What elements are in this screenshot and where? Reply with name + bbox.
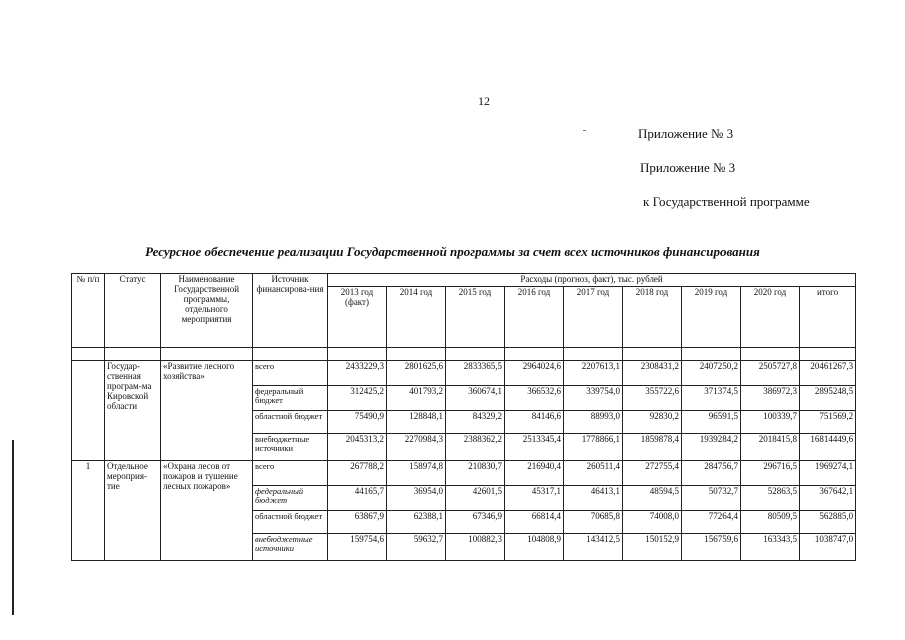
- value-cell: 2505727,8: [741, 361, 800, 386]
- value-cell: 163343,5: [741, 534, 800, 561]
- value-cell: 158974,8: [387, 461, 446, 486]
- value-cell: 143412,5: [564, 534, 623, 561]
- value-cell: 216940,4: [505, 461, 564, 486]
- row-source: областной бюджет: [253, 511, 328, 534]
- total-cell: 2895248,5: [800, 386, 856, 411]
- value-cell: 312425,2: [328, 386, 387, 411]
- value-cell: 36954,0: [387, 486, 446, 511]
- value-cell: 2045313,2: [328, 434, 387, 461]
- value-cell: 70685,8: [564, 511, 623, 534]
- value-cell: 92830,2: [623, 411, 682, 434]
- value-cell: 1859878,4: [623, 434, 682, 461]
- value-cell: 339754,0: [564, 386, 623, 411]
- value-cell: 159754,6: [328, 534, 387, 561]
- row-num: 1: [72, 461, 105, 561]
- value-cell: 67346,9: [446, 511, 505, 534]
- funding-table: [71, 273, 856, 561]
- header-total: итого: [800, 287, 856, 348]
- header-expenses: Расходы (прогноз, факт), тыс. рублей: [328, 274, 856, 287]
- value-cell: 50732,7: [682, 486, 741, 511]
- value-cell: 366532,6: [505, 386, 564, 411]
- appendix-line-3: к Государственной программе: [643, 194, 810, 209]
- table-row: [72, 461, 856, 486]
- value-cell: 52863,5: [741, 486, 800, 511]
- row-source: всего: [253, 361, 328, 386]
- value-cell: 128848,1: [387, 411, 446, 434]
- row-source: внебюджетные источники: [253, 534, 328, 561]
- value-cell: 45317,1: [505, 486, 564, 511]
- value-cell: 272755,4: [623, 461, 682, 486]
- spacer-row: [72, 348, 856, 361]
- appendix-line-1: Приложение № 3: [638, 126, 734, 141]
- value-cell: 104808,9: [505, 534, 564, 561]
- value-cell: 2207613,1: [564, 361, 623, 386]
- value-cell: 59632,7: [387, 534, 446, 561]
- header-name: Наименование Государственной программы, отдельного мероприятия: [161, 274, 253, 348]
- header-year: 2019 год: [682, 287, 741, 348]
- value-cell: 100882,3: [446, 534, 505, 561]
- value-cell: 2964024,6: [505, 361, 564, 386]
- total-cell: 367642,1: [800, 486, 856, 511]
- value-cell: 2388362,2: [446, 434, 505, 461]
- scan-artifact: [583, 130, 586, 131]
- appendix-line-2: Приложение № 3: [640, 160, 736, 175]
- value-cell: 96591,5: [682, 411, 741, 434]
- value-cell: 156759,6: [682, 534, 741, 561]
- value-cell: 48594,5: [623, 486, 682, 511]
- value-cell: 63867,9: [328, 511, 387, 534]
- value-cell: 46413,1: [564, 486, 623, 511]
- value-cell: 66814,4: [505, 511, 564, 534]
- page-number: 12: [478, 94, 490, 108]
- value-cell: 80509,5: [741, 511, 800, 534]
- value-cell: 150152,9: [623, 534, 682, 561]
- row-name: «Охрана лесов от пожаров и тушение лесных пожаров»: [161, 461, 253, 561]
- header-year: 2013 год (факт): [328, 287, 387, 348]
- document-title: Ресурсное обеспечение реализации Государственной программы за счет всех источников финансирования: [145, 244, 760, 259]
- value-cell: 88993,0: [564, 411, 623, 434]
- value-cell: 386972,3: [741, 386, 800, 411]
- value-cell: 267788,2: [328, 461, 387, 486]
- value-cell: 77264,4: [682, 511, 741, 534]
- value-cell: 260511,4: [564, 461, 623, 486]
- header-num: № п/п: [72, 274, 105, 348]
- table-row: [72, 361, 856, 386]
- value-cell: 84146,6: [505, 411, 564, 434]
- header-source: Источник финансирова-ния: [253, 274, 328, 348]
- total-cell: 1038747,0: [800, 534, 856, 561]
- total-cell: 20461267,3: [800, 361, 856, 386]
- row-source: областной бюджет: [253, 411, 328, 434]
- value-cell: 2018415,8: [741, 434, 800, 461]
- value-cell: 100339,7: [741, 411, 800, 434]
- value-cell: 75490,9: [328, 411, 387, 434]
- header-year: 2014 год: [387, 287, 446, 348]
- value-cell: 44165,7: [328, 486, 387, 511]
- header-year: 2016 год: [505, 287, 564, 348]
- header-year: 2020 год: [741, 287, 800, 348]
- header-year: 2018 год: [623, 287, 682, 348]
- row-status: Отдельное мероприя-тие: [105, 461, 161, 561]
- value-cell: 2801625,6: [387, 361, 446, 386]
- row-source: федеральный бюджет: [253, 486, 328, 511]
- value-cell: 296716,5: [741, 461, 800, 486]
- row-name: «Развитие лесного хозяйства»: [161, 361, 253, 461]
- row-status: Государ-ственная програм-ма Кировской области: [105, 361, 161, 461]
- row-num: [72, 361, 105, 461]
- value-cell: 401793,2: [387, 386, 446, 411]
- value-cell: 2270984,3: [387, 434, 446, 461]
- header-status: Статус: [105, 274, 161, 348]
- value-cell: 62388,1: [387, 511, 446, 534]
- value-cell: 2433229,3: [328, 361, 387, 386]
- value-cell: 1778866,1: [564, 434, 623, 461]
- total-cell: 562885,0: [800, 511, 856, 534]
- row-source: федеральный бюджет: [253, 386, 328, 411]
- margin-rule: [12, 440, 14, 615]
- total-cell: 751569,2: [800, 411, 856, 434]
- value-cell: 42601,5: [446, 486, 505, 511]
- value-cell: 1939284,2: [682, 434, 741, 461]
- value-cell: 2513345,4: [505, 434, 564, 461]
- row-source: всего: [253, 461, 328, 486]
- value-cell: 371374,5: [682, 386, 741, 411]
- total-cell: 16814449,6: [800, 434, 856, 461]
- value-cell: 284756,7: [682, 461, 741, 486]
- header-year: 2017 год: [564, 287, 623, 348]
- value-cell: 360674,1: [446, 386, 505, 411]
- value-cell: 210830,7: [446, 461, 505, 486]
- header-year: 2015 год: [446, 287, 505, 348]
- value-cell: 2308431,2: [623, 361, 682, 386]
- value-cell: 2833365,5: [446, 361, 505, 386]
- value-cell: 2407250,2: [682, 361, 741, 386]
- value-cell: 74008,0: [623, 511, 682, 534]
- total-cell: 1969274,1: [800, 461, 856, 486]
- value-cell: 84329,2: [446, 411, 505, 434]
- value-cell: 355722,6: [623, 386, 682, 411]
- row-source: внебюджетные источники: [253, 434, 328, 461]
